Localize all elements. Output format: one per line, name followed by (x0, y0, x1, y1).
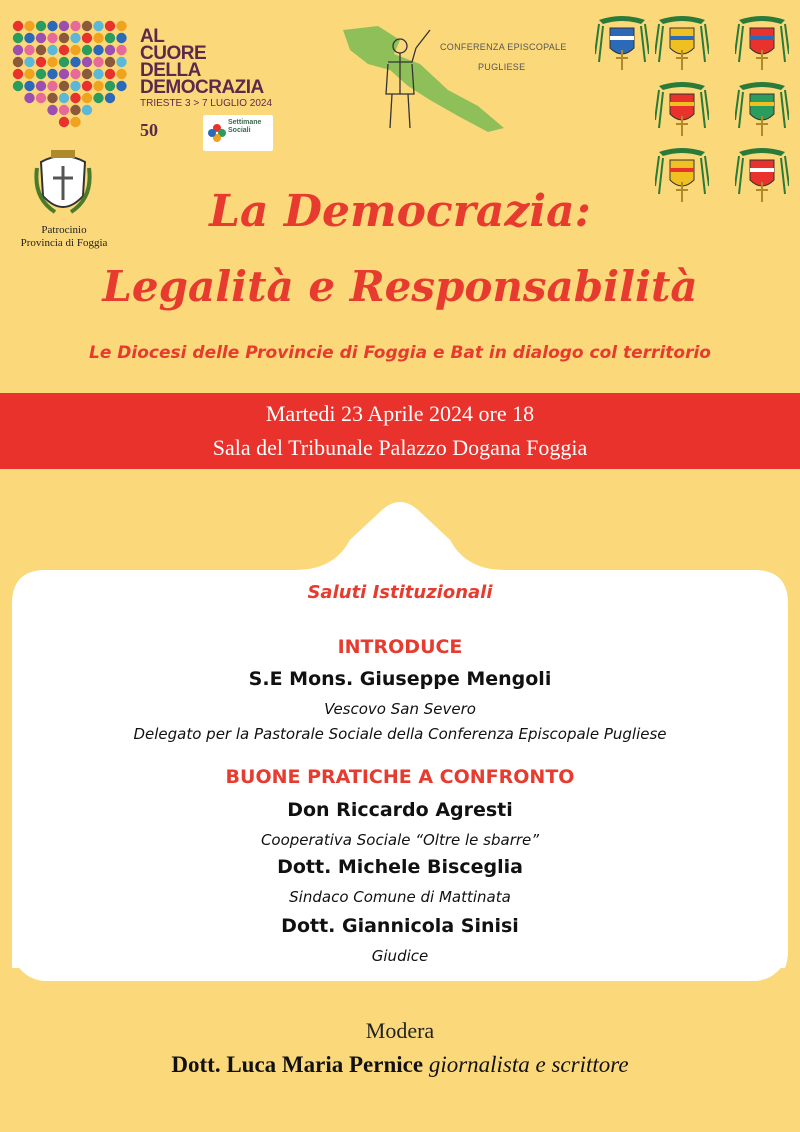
face-dot-icon (24, 45, 34, 55)
bishop-coat-of-arms-icon (735, 14, 789, 74)
title-line-2: Legalità e Responsabilità (102, 262, 698, 311)
face-dot-icon (70, 117, 80, 127)
acd-logo-title: AL CUORE DELLA DEMOCRAZIA (140, 26, 264, 98)
face-dot-icon (59, 69, 69, 79)
cep-logo-line1: CONFERENZA EPISCOPALE (440, 42, 567, 52)
face-dot-icon (93, 81, 103, 91)
face-dot-icon (59, 81, 69, 91)
face-dot-icon (93, 21, 103, 31)
bishop-coat-of-arms-icon (735, 80, 789, 140)
speaker-name: Dott. Giannicola Sinisi (281, 915, 519, 937)
face-dot-icon (24, 69, 34, 79)
intro-speaker-role-1: Vescovo San Severo (324, 700, 476, 718)
face-dot-icon (13, 21, 23, 31)
face-dot-icon (59, 33, 69, 43)
face-dot-icon (13, 33, 23, 43)
face-dot-icon (105, 21, 115, 31)
intro-speaker-name: S.E Mons. Giuseppe Mengoli (248, 668, 552, 690)
bishop-coat-of-arms-icon (655, 14, 709, 74)
cep-logo-line2: PUGLIESE (478, 62, 526, 72)
bishop-coat-of-arms-icon (655, 80, 709, 140)
speaker-name: Dott. Michele Bisceglia (277, 856, 523, 878)
face-dot-icon (70, 105, 80, 115)
intro-speaker-role-2: Delegato per la Pastorale Sociale della Conferenza Episcopale Pugliese (133, 725, 667, 743)
face-dot-icon (82, 57, 92, 67)
practices-heading: BUONE PRATICHE A CONFRONTO (225, 766, 575, 788)
face-dot-icon (82, 21, 92, 31)
face-dot-icon (82, 69, 92, 79)
face-dot-icon (116, 69, 126, 79)
moderator-description: giornalista e scrittore (428, 1052, 629, 1077)
flower-icon (206, 122, 228, 144)
face-dot-icon (24, 33, 34, 43)
face-dot-icon (13, 81, 23, 91)
face-dot-icon (116, 33, 126, 43)
speaker-role: Giudice (371, 947, 429, 965)
face-dot-icon (47, 21, 57, 31)
speaker-name: Don Riccardo Agresti (287, 799, 513, 821)
intro-heading: INTRODUCE (337, 636, 463, 658)
face-dot-icon (13, 69, 23, 79)
speaker-role: Cooperativa Sociale “Oltre le sbarre” (260, 831, 540, 849)
face-dot-icon (59, 57, 69, 67)
face-dot-icon (24, 21, 34, 31)
face-dot-icon (105, 93, 115, 103)
face-dot-icon (70, 45, 80, 55)
face-dot-icon (116, 45, 126, 55)
face-dot-icon (13, 45, 23, 55)
face-dot-icon (70, 69, 80, 79)
face-dot-icon (93, 45, 103, 55)
subtitle: Le Diocesi delle Provincie di Foggia e Bat in dialogo col territorio (89, 343, 711, 363)
face-dot-icon (105, 33, 115, 43)
face-dot-icon (70, 57, 80, 67)
face-dot-icon (59, 45, 69, 55)
face-dot-icon (47, 81, 57, 91)
face-dot-icon (36, 69, 46, 79)
face-dot-icon (70, 81, 80, 91)
moderator-name: Dott. Luca Maria Pernice (171, 1052, 424, 1077)
face-dot-icon (70, 21, 80, 31)
face-dot-icon (116, 57, 126, 67)
face-dot-icon (105, 57, 115, 67)
province-sponsor-text: Patrocinio Provincia di Foggia (20, 224, 108, 249)
settimane-sociali-text: Settimane Sociali (228, 119, 262, 134)
face-dot-icon (47, 33, 57, 43)
face-dot-icon (93, 93, 103, 103)
face-dot-icon (82, 33, 92, 43)
title-line-1: La Democrazia: (209, 186, 591, 237)
face-dot-icon (93, 33, 103, 43)
face-dot-icon (13, 57, 23, 67)
greetings-label: Saluti Istituzionali (307, 582, 493, 603)
face-dot-icon (82, 105, 92, 115)
speaker-role: Sindaco Comune di Mattinata (289, 888, 511, 906)
face-dot-icon (59, 105, 69, 115)
face-dot-icon (82, 93, 92, 103)
face-dot-icon (36, 45, 46, 55)
face-dot-icon (105, 45, 115, 55)
bishop-coat-of-arms-icon (595, 14, 649, 74)
face-dot-icon (59, 93, 69, 103)
face-dot-icon (24, 57, 34, 67)
face-dot-icon (24, 81, 34, 91)
face-dot-icon (36, 93, 46, 103)
face-dot-icon (116, 21, 126, 31)
face-dot-icon (105, 69, 115, 79)
face-dot-icon (47, 69, 57, 79)
face-dot-icon (36, 81, 46, 91)
face-dot-icon (70, 33, 80, 43)
face-dot-icon (24, 93, 34, 103)
moderator-line (0, 1052, 800, 1078)
face-dot-icon (70, 93, 80, 103)
puglia-map-logo (338, 20, 568, 140)
face-dot-icon (93, 69, 103, 79)
face-dot-icon (82, 45, 92, 55)
acd-logo-dates: TRIESTE 3 > 7 LUGLIO 2024 (140, 98, 273, 109)
face-dot-icon (59, 117, 69, 127)
face-dot-icon (47, 45, 57, 55)
face-dot-icon (82, 81, 92, 91)
democracy-heart-logo (10, 18, 130, 136)
fifty-badge-logo: 50 (140, 120, 158, 140)
face-dot-icon (105, 81, 115, 91)
face-dot-icon (36, 33, 46, 43)
face-dot-icon (59, 21, 69, 31)
face-dot-icon (47, 105, 57, 115)
moderator-label: Modera (365, 1018, 435, 1043)
face-dot-icon (36, 57, 46, 67)
face-dot-icon (93, 57, 103, 67)
event-venue: Sala del Tribunale Palazzo Dogana Foggia (212, 435, 588, 460)
event-datetime: Martedi 23 Aprile 2024 ore 18 (265, 401, 535, 426)
face-dot-icon (36, 21, 46, 31)
face-dot-icon (47, 93, 57, 103)
face-dot-icon (116, 81, 126, 91)
face-dot-icon (47, 57, 57, 67)
